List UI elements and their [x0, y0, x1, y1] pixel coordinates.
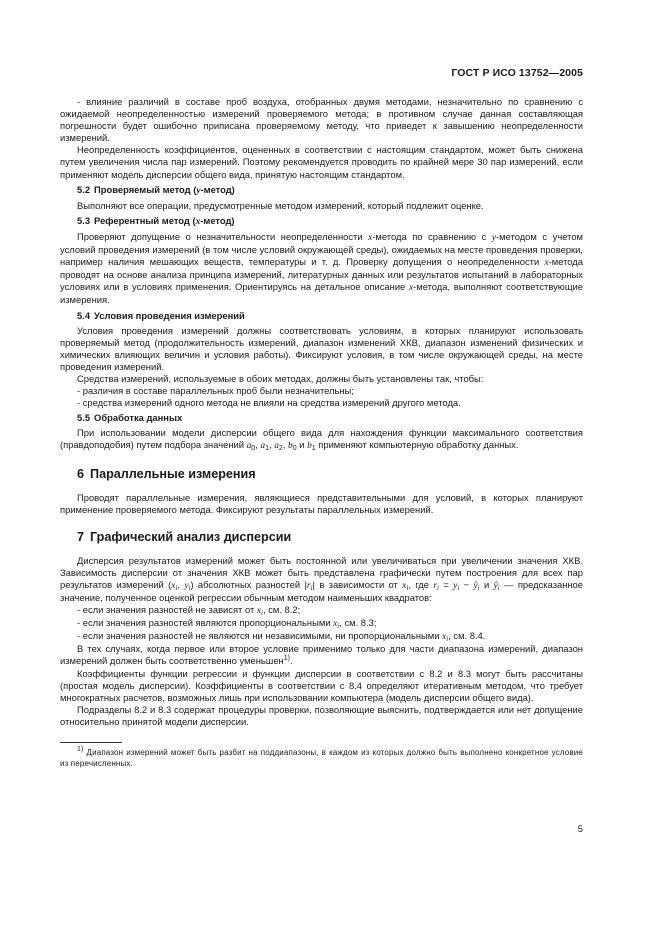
- paragraph: Проводят параллельные измерения, являющиеся представительными для условий, в которых планируют применение проверяемого метода. Фиксируют результаты параллельных измерений.: [60, 491, 583, 515]
- page-number: 5: [577, 823, 583, 834]
- list-item: - если значения разностей не являются ни независимыми, ни пропорциональными $x_i$, см. 8.4.: [77, 630, 486, 644]
- footnote-reference[interactable]: 1): [283, 655, 290, 663]
- list-item: - различия в составе параллельных проб были незначительны;: [77, 385, 354, 397]
- list-item: - средства измерений одного метода не влияли на средства измерений другого метода.: [77, 397, 461, 409]
- paragraph: Проверяют допущение о незначительности неопределенности x-метода по сравнению с y-методом с учетом условий проведения измерений (в том числе условий окружающей среды), ожидаемых на месте проведения проверки, например наличия мешающих веществ, температуры и т. д. Проверку допущения о неопределенности x-метода проводят на основе анализа принципа измерений, литературных данных или результатов испытаний в лабораторных условиях или в условиях применения. Ориентируясь на детальное описание x-метода, выполняют соответствующие измерения.: [60, 230, 583, 306]
- page-content: [60, 96, 583, 769]
- standard-header: ГОСТ Р ИСО 13752—2005: [451, 67, 583, 79]
- paragraph: Неопределенность коэффициентов, оцененных в соответствии с настоящим стандартом, может быть снижена путем увеличения числа пар измерений. Поэтому рекомендуется проводить по крайней мере 30 пар измерений, если применяют модель дисперсии общего вида, принятую настоящим стандартом.: [60, 144, 583, 180]
- subsection-heading-5-5: 5.5 Обработка данных: [77, 412, 183, 424]
- paragraph: Коэффициенты функции регрессии и функции дисперсии в соответствии с 8.2 и 8.3 могут быть рассчитаны (простая модель дисперсии). Коэффициенты в соответствии с 8.4 определяют итеративным методом, что требует многократных расчетов, возможных лишь при использовании компьютера (модель дисперсии общего вида).: [60, 667, 583, 703]
- subsection-heading-5-2: 5.2 Проверяемый метод (y-метод): [77, 183, 235, 196]
- list-item: - если значения разностей не зависят от $x_i$, см. 8.2;: [77, 604, 301, 618]
- paragraph: При использовании модели дисперсии общего вида для нахождения функции максимального соответствия (правдоподобия) путем подбора значений $a_0$, $a_1$, $a_2$, $b_0$ и $b_1$ применяют компьютерную обработку данных.: [60, 427, 583, 453]
- paragraph: Условия проведения измерений должны соответствовать условиям, в которых планируют использовать проверяемый метод (продолжительность измерений, диапазон изменений ХКВ, диапазон изменений физических и химических влияющих величин и условия работы). Фиксируют условия, в том числе окружающей среды, на месте проведения измерений.: [60, 324, 583, 372]
- section-heading-6: 6 Параллельные измерения: [77, 466, 256, 481]
- paragraph: Дисперсия результатов измерений может быть постоянной или увеличиваться при увеличении значения ХКВ. Зависимость дисперсии от значения ХКВ может быть представлена графически путем построения для всех пар результатов измерений ($x_i$, $y_i$) абсолютных разностей $|r_i|$ в зависимости от $x_i$, где $r_i = y_i$ − $ŷ_i$ и $ŷ_i$ — предсказанное значение, полученное оценкой регрессии обычным методом наименьших квадратов:: [60, 554, 583, 603]
- list-item: - если значения разностей являются пропорциональными $x_i$, см. 8.3;: [77, 617, 377, 631]
- paragraph: - влияние различий в составе проб воздуха, отобранных двумя методами, незначительно по сравнению с ожидаемой неопределенностью измерений проверяемого метода; в противном случае данная составляющая погрешности будет ошибочно приписана проверяемому методу, что приведет к завышению неопределенности измерений.: [60, 96, 583, 144]
- subsection-heading-5-4: 5.4 Условия проведения измерений: [77, 309, 245, 321]
- footnote: $^{1)}$ Диапазон измерений может быть разбит на поддиапазоны, в каждом из которых должно быть выполнено конкретное условие из перечисленных.: [60, 746, 583, 769]
- paragraph: Выполняют все операции, предусмотренные методом измерений, который подлежит оценке.: [77, 199, 484, 211]
- paragraph: В тех случаях, когда первое или второе условие применимо только для части диапазона измерений, диапазон измерений должен быть соответственно уменьшен$^{1)}$.: [60, 643, 583, 667]
- paragraph: Подразделы 8.2 и 8.3 содержат процедуры проверки, позволяющие выяснить, подтверждается или нет допущение относительно принятой модели дисперсии.: [60, 703, 583, 727]
- subsection-heading-5-3: 5.3 Референтный метод (x-метод): [77, 214, 235, 227]
- footnote-divider: [60, 742, 122, 743]
- paragraph: Средства измерений, используемые в обоих методах, должны быть установлены так, чтобы:: [77, 372, 484, 384]
- section-heading-7: 7 Графический анализ дисперсии: [77, 529, 292, 544]
